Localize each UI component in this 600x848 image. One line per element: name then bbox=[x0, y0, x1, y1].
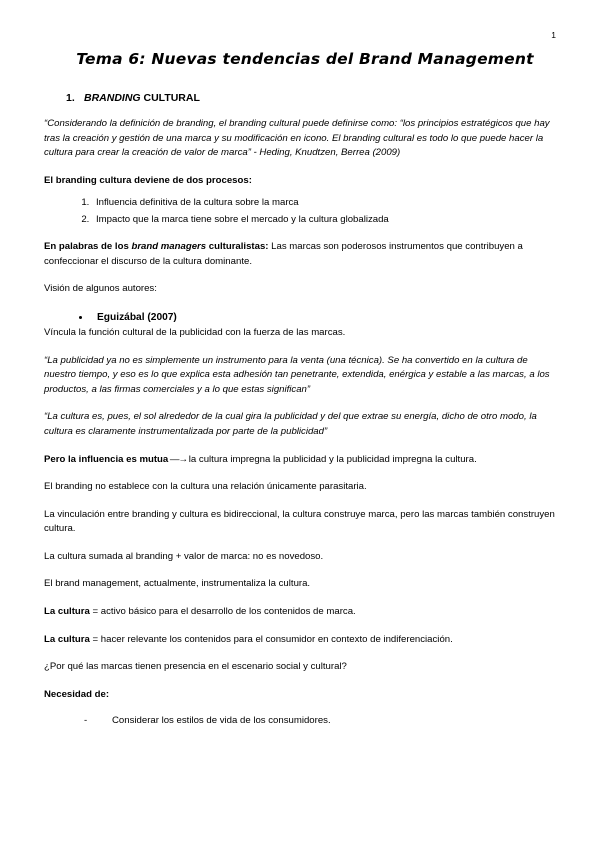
cultura-label-1: La cultura bbox=[44, 605, 90, 617]
arrow-icon: —→ bbox=[168, 453, 189, 465]
list-item: 2. Impacto que la marca tiene sobre el mercado y la cultura globalizada bbox=[92, 212, 556, 227]
novedoso-paragraph: La cultura sumada al branding + valor de marca: no es novedoso. bbox=[44, 550, 324, 562]
autor-description: Víncula la función cultural de la publicidad con la fuerza de las marcas. bbox=[44, 327, 346, 339]
section-number: 1. bbox=[66, 92, 75, 104]
cultura-text-1: = activo básico para el desarrollo de los contenidos de marca. bbox=[89, 605, 356, 617]
brand-managers-emphasis: brand managers bbox=[131, 241, 207, 252]
procesos-list bbox=[44, 195, 556, 227]
cultura-label-2: La cultura bbox=[44, 633, 90, 645]
cultura-text-2: = hacer relevante los contenidos para el consumidor en contexto de indiferenciación. bbox=[89, 633, 453, 645]
quote-publicidad: “La publicidad ya no es simplemente un instrumento para la venta (una técnica). Se ha convertido en la cultura de nuestro tiempo, y eso es lo que explica esta adhesión tan penetrante, extendida, enérgica y estable a las marcas, a los productos, a las firmas comerciales y a lo que estas significan” bbox=[44, 354, 550, 395]
procesos-heading: El branding cultura deviene de dos procesos: bbox=[44, 174, 252, 186]
section-heading bbox=[44, 92, 556, 104]
brand-managers-paragraph bbox=[44, 240, 556, 269]
quote-definition: “Considerando la definición de branding, el branding cultural puede definirse como: “los principios estratégicos que hay tras la creación y gestión de una marca y su modificación en icono. El branding cultural es todo lo que puede hacer la cultura para crear la creación de valor de marca” - Heding, Knudtzen, Berrea (2009) bbox=[44, 118, 550, 159]
cultura-activo-basico bbox=[44, 605, 556, 620]
list-item: 1. Influencia definitiva de la cultura sobre la marca bbox=[92, 195, 556, 210]
necesidad-heading: Necesidad de: bbox=[44, 688, 110, 700]
brand-managers-pre: En palabras de los bbox=[44, 241, 132, 252]
autores-list bbox=[44, 310, 556, 325]
influencia-mutua-rest: la cultura impregna la publicidad y la publicidad impregna la cultura. bbox=[188, 453, 477, 465]
parasitaria-paragraph: El branding no establece con la cultura una relación únicamente parasitaria. bbox=[44, 481, 367, 493]
bidireccional-paragraph: La vinculación entre branding y cultura es bidireccional, la cultura construye marca, pero las marcas también construyen cultura. bbox=[44, 508, 555, 535]
brand-managers-rest: Las marcas son poderosos instrumentos que contribuyen a confeccionar el discurso de la cultura dominante. bbox=[44, 241, 523, 267]
pregunta-paragraph: ¿Por qué las marcas tienen presencia en el escenario social y cultural? bbox=[44, 661, 347, 673]
influencia-mutua-bold: Pero la influencia es mutua bbox=[44, 453, 169, 465]
page-title: Tema 6: Nuevas tendencias del Brand Management bbox=[76, 50, 534, 68]
vision-autores: Visión de algunos autores: bbox=[44, 283, 157, 295]
section-title-plain: CULTURAL bbox=[143, 92, 200, 104]
necesidad-list bbox=[44, 714, 556, 728]
brand-managers-post: culturalistas: bbox=[206, 241, 269, 252]
cultura-relevancia bbox=[44, 633, 556, 648]
list-item: - Considerar los estilos de vida de los consumidores. bbox=[84, 714, 556, 728]
instrumentaliza-paragraph: El brand management, actualmente, instrumentaliza la cultura. bbox=[44, 578, 311, 590]
list-item: • Eguizábal (2007) bbox=[91, 310, 556, 325]
influencia-mutua bbox=[44, 453, 556, 468]
quote-cultura-sol: “La cultura es, pues, el sol alrededor de la cual gira la publicidad y del que extrae su energía, dicho de otro modo, la cultura es claramente instrumentalizada por parte de la publicidad” bbox=[44, 411, 537, 437]
section-title-italic: BRANDING bbox=[84, 92, 141, 104]
page-number: 1 bbox=[551, 30, 556, 40]
